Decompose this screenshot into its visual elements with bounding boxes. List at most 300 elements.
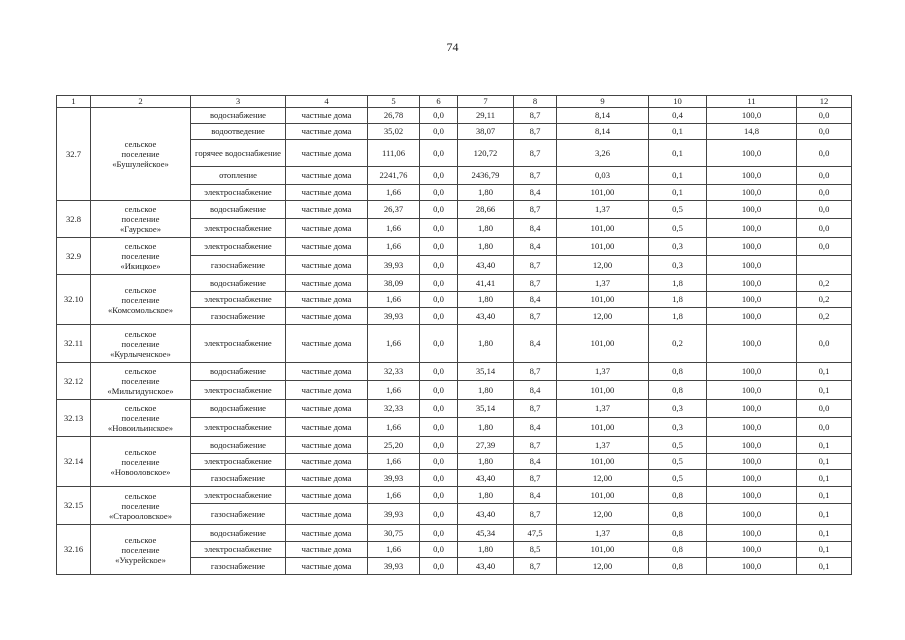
col9-cell: 8,14: [557, 108, 649, 124]
row-number-cell: 32.11: [57, 325, 91, 363]
col5-cell: 39,93: [368, 504, 420, 525]
col8-cell: 8,7: [514, 108, 557, 124]
col8-cell: 8,7: [514, 124, 557, 140]
service-cell: горячее водоснабжение: [191, 140, 286, 167]
col6-cell: 0,0: [420, 542, 458, 558]
col5-cell: 111,06: [368, 140, 420, 167]
column-number: 9: [557, 96, 649, 108]
service-cell: газоснабжение: [191, 558, 286, 575]
col12-cell: 0,1: [797, 454, 852, 470]
col9-cell: 12,00: [557, 470, 649, 487]
service-cell: водоснабжение: [191, 363, 286, 381]
col11-cell: 100,0: [707, 381, 797, 400]
consumer-cell: частные дома: [286, 400, 368, 418]
col9-cell: 0,03: [557, 167, 649, 185]
service-cell: водоснабжение: [191, 525, 286, 542]
settlement-name-line: поселение: [121, 214, 160, 224]
settlement-name-line: сельское: [124, 241, 157, 251]
table-row: [57, 238, 852, 256]
col8-cell: 8,4: [514, 219, 557, 238]
col5-cell: 30,75: [368, 525, 420, 542]
column-number: 5: [368, 96, 420, 108]
col10-cell: 0,1: [649, 185, 707, 201]
col8-cell: 8,7: [514, 140, 557, 167]
col7-cell: 28,66: [458, 201, 514, 219]
consumer-cell: частные дома: [286, 219, 368, 238]
row-number-cell: 32.8: [57, 201, 91, 238]
col7-cell: 43,40: [458, 504, 514, 525]
col5-cell: 1,66: [368, 238, 420, 256]
col7-cell: 35,14: [458, 400, 514, 418]
col5-cell: 1,66: [368, 454, 420, 470]
col10-cell: 0,5: [649, 219, 707, 238]
service-cell: отопление: [191, 167, 286, 185]
service-cell: электроснабжение: [191, 381, 286, 400]
col7-cell: 1,80: [458, 185, 514, 201]
col6-cell: 0,0: [420, 201, 458, 219]
column-number: 7: [458, 96, 514, 108]
col7-cell: 29,11: [458, 108, 514, 124]
col10-cell: 1,8: [649, 292, 707, 308]
col10-cell: 1,8: [649, 275, 707, 292]
col11-cell: 100,0: [707, 558, 797, 575]
col9-cell: 1,37: [557, 437, 649, 454]
col8-cell: 8,7: [514, 167, 557, 185]
settlement-name-line: поселение: [121, 413, 160, 423]
service-cell: водоснабжение: [191, 400, 286, 418]
table-row: [57, 487, 852, 504]
col10-cell: 0,8: [649, 504, 707, 525]
col7-cell: 1,80: [458, 238, 514, 256]
settlement-name-line: сельское: [124, 490, 157, 501]
column-number: 1: [57, 96, 91, 108]
col8-cell: 8,4: [514, 487, 557, 504]
col12-cell: 0,0: [797, 185, 852, 201]
service-cell: электроснабжение: [191, 292, 286, 308]
consumer-cell: частные дома: [286, 487, 368, 504]
col5-cell: 26,37: [368, 201, 420, 219]
col11-cell: 100,0: [707, 437, 797, 454]
col6-cell: 0,0: [420, 525, 458, 542]
col5-cell: 35,02: [368, 124, 420, 140]
consumer-cell: частные дома: [286, 542, 368, 558]
service-cell: электроснабжение: [191, 454, 286, 470]
consumer-cell: частные дома: [286, 185, 368, 201]
service-cell: газоснабжение: [191, 256, 286, 275]
col5-cell: 32,33: [368, 363, 420, 381]
col12-cell: 0,0: [797, 140, 852, 167]
col9-cell: 101,00: [557, 454, 649, 470]
settlement-name-line: поселение: [121, 544, 160, 555]
table-row: [57, 437, 852, 454]
col5-cell: 1,66: [368, 325, 420, 363]
settlement-name-line: поселение: [121, 338, 160, 349]
col6-cell: 0,0: [420, 140, 458, 167]
consumer-cell: частные дома: [286, 238, 368, 256]
col6-cell: 0,0: [420, 454, 458, 470]
col8-cell: 8,4: [514, 238, 557, 256]
col12-cell: 0,2: [797, 275, 852, 292]
settlement-name-cell: [91, 325, 191, 363]
settlement-name-line: сельское: [124, 366, 157, 376]
service-cell: электроснабжение: [191, 238, 286, 256]
col8-cell: 8,7: [514, 400, 557, 418]
col8-cell: 8,7: [514, 275, 557, 292]
col11-cell: 100,0: [707, 487, 797, 504]
service-cell: электроснабжение: [191, 418, 286, 437]
settlement-name-line: сельское: [124, 446, 157, 457]
col5-cell: 26,78: [368, 108, 420, 124]
service-cell: водоснабжение: [191, 275, 286, 292]
column-number: 4: [286, 96, 368, 108]
col7-cell: 41,41: [458, 275, 514, 292]
consumer-cell: частные дома: [286, 325, 368, 363]
table-row: [57, 400, 852, 418]
settlement-name-line: сельское: [124, 328, 157, 339]
settlement-name-line: «Мильгидунское»: [107, 386, 174, 396]
service-cell: водоснабжение: [191, 108, 286, 124]
col9-cell: 101,00: [557, 418, 649, 437]
col8-cell: 8,7: [514, 470, 557, 487]
col7-cell: 1,80: [458, 487, 514, 504]
column-number: 2: [91, 96, 191, 108]
col8-cell: 8,7: [514, 308, 557, 325]
col9-cell: 1,37: [557, 201, 649, 219]
page-number: 74: [446, 40, 459, 54]
col10-cell: 1,8: [649, 308, 707, 325]
col7-cell: 35,14: [458, 363, 514, 381]
col12-cell: 0,1: [797, 470, 852, 487]
consumer-cell: частные дома: [286, 504, 368, 525]
col6-cell: 0,0: [420, 275, 458, 292]
col9-cell: 101,00: [557, 185, 649, 201]
consumer-cell: частные дома: [286, 108, 368, 124]
column-number: 11: [707, 96, 797, 108]
col7-cell: 27,39: [458, 437, 514, 454]
col12-cell: 0,0: [797, 201, 852, 219]
col9-cell: 1,37: [557, 525, 649, 542]
col11-cell: 100,0: [707, 504, 797, 525]
consumer-cell: частные дома: [286, 292, 368, 308]
settlement-name-line: «Комсомольское»: [107, 304, 173, 315]
settlement-name-line: «Укурейское»: [115, 554, 166, 565]
col6-cell: 0,0: [420, 185, 458, 201]
col10-cell: 0,5: [649, 454, 707, 470]
col5-cell: 32,33: [368, 400, 420, 418]
col11-cell: 100,0: [707, 525, 797, 542]
col6-cell: 0,0: [420, 363, 458, 381]
col6-cell: 0,0: [420, 256, 458, 275]
table-row: [57, 108, 852, 124]
col11-cell: 100,0: [707, 238, 797, 256]
col12-cell: 0,0: [797, 238, 852, 256]
col6-cell: 0,0: [420, 167, 458, 185]
col8-cell: 8,7: [514, 201, 557, 219]
col5-cell: 1,66: [368, 292, 420, 308]
col11-cell: 100,0: [707, 454, 797, 470]
consumer-cell: частные дома: [286, 140, 368, 167]
col5-cell: 38,09: [368, 275, 420, 292]
service-cell: электроснабжение: [191, 542, 286, 558]
col8-cell: 8,7: [514, 256, 557, 275]
col10-cell: 0,5: [649, 201, 707, 219]
col12-cell: 0,0: [797, 400, 852, 418]
col6-cell: 0,0: [420, 400, 458, 418]
settlement-name-line: поселение: [121, 500, 160, 511]
col12-cell: 0,1: [797, 437, 852, 454]
col12-cell: 0,1: [797, 363, 852, 381]
col6-cell: 0,0: [420, 381, 458, 400]
settlement-name-line: «Икицкое»: [120, 261, 161, 271]
service-cell: электроснабжение: [191, 487, 286, 504]
column-number: 12: [797, 96, 852, 108]
col7-cell: 43,40: [458, 256, 514, 275]
col7-cell: 38,07: [458, 124, 514, 140]
col11-cell: 100,0: [707, 185, 797, 201]
col8-cell: 8,4: [514, 292, 557, 308]
col7-cell: 1,80: [458, 325, 514, 363]
col7-cell: 1,80: [458, 381, 514, 400]
tariff-table: [56, 95, 852, 575]
col11-cell: 100,0: [707, 275, 797, 292]
table-row: [57, 275, 852, 292]
col6-cell: 0,0: [420, 418, 458, 437]
col11-cell: 100,0: [707, 542, 797, 558]
settlement-name-line: сельское: [124, 284, 157, 295]
col7-cell: 43,40: [458, 558, 514, 575]
settlement-name-line: поселение: [121, 251, 160, 261]
col10-cell: 0,3: [649, 400, 707, 418]
col7-cell: 1,80: [458, 418, 514, 437]
col9-cell: 101,00: [557, 542, 649, 558]
col5-cell: 1,66: [368, 219, 420, 238]
consumer-cell: частные дома: [286, 418, 368, 437]
col9-cell: 12,00: [557, 504, 649, 525]
row-number-cell: 32.12: [57, 363, 91, 400]
col7-cell: 43,40: [458, 308, 514, 325]
col12-cell: 0,2: [797, 292, 852, 308]
service-cell: электроснабжение: [191, 325, 286, 363]
col6-cell: 0,0: [420, 487, 458, 504]
col9-cell: 101,00: [557, 381, 649, 400]
col5-cell: 1,66: [368, 418, 420, 437]
col7-cell: 1,80: [458, 542, 514, 558]
settlement-name-cell: [91, 437, 191, 487]
col10-cell: 0,8: [649, 381, 707, 400]
col12-cell: 0,1: [797, 504, 852, 525]
col10-cell: 0,8: [649, 542, 707, 558]
col10-cell: 0,8: [649, 525, 707, 542]
col8-cell: 8,4: [514, 381, 557, 400]
col11-cell: 14,8: [707, 124, 797, 140]
service-cell: электроснабжение: [191, 185, 286, 201]
service-cell: электроснабжение: [191, 219, 286, 238]
settlement-name-line: «Гаурское»: [119, 224, 162, 234]
col11-cell: 100,0: [707, 418, 797, 437]
col6-cell: 0,0: [420, 124, 458, 140]
consumer-cell: частные дома: [286, 558, 368, 575]
col8-cell: 8,7: [514, 363, 557, 381]
service-cell: газоснабжение: [191, 308, 286, 325]
service-cell: водоснабжение: [191, 437, 286, 454]
col8-cell: 47,5: [514, 525, 557, 542]
consumer-cell: частные дома: [286, 525, 368, 542]
col5-cell: 1,66: [368, 381, 420, 400]
col5-cell: 39,93: [368, 470, 420, 487]
col10-cell: 0,3: [649, 238, 707, 256]
table-row: [57, 363, 852, 381]
col8-cell: 8,4: [514, 185, 557, 201]
col6-cell: 0,0: [420, 219, 458, 238]
col11-cell: 100,0: [707, 470, 797, 487]
row-number-cell: 32.9: [57, 238, 91, 275]
col7-cell: 43,40: [458, 470, 514, 487]
col8-cell: 8,7: [514, 558, 557, 575]
col12-cell: 0,0: [797, 325, 852, 363]
col11-cell: 100,0: [707, 308, 797, 325]
col5-cell: 1,66: [368, 185, 420, 201]
col10-cell: 0,5: [649, 437, 707, 454]
col7-cell: 1,80: [458, 454, 514, 470]
col10-cell: 0,8: [649, 558, 707, 575]
consumer-cell: частные дома: [286, 275, 368, 292]
col9-cell: 101,00: [557, 219, 649, 238]
table-body: [57, 108, 852, 575]
col10-cell: 0,1: [649, 140, 707, 167]
col8-cell: 8,4: [514, 325, 557, 363]
column-number-row: [57, 96, 852, 108]
col12-cell: 0,1: [797, 558, 852, 575]
settlement-name-line: «Новоильинское»: [107, 423, 174, 433]
col11-cell: 100,0: [707, 325, 797, 363]
consumer-cell: частные дома: [286, 308, 368, 325]
settlement-name-line: поселение: [121, 456, 160, 467]
settlement-name-cell: [91, 201, 191, 238]
col9-cell: 3,26: [557, 140, 649, 167]
settlement-name-cell: [91, 525, 191, 575]
col12-cell: 0,0: [797, 219, 852, 238]
row-number-cell: 32.15: [57, 487, 91, 525]
col10-cell: 0,2: [649, 325, 707, 363]
row-number-cell: 32.13: [57, 400, 91, 437]
col11-cell: 100,0: [707, 256, 797, 275]
column-number: 3: [191, 96, 286, 108]
col11-cell: 100,0: [707, 140, 797, 167]
col10-cell: 0,5: [649, 470, 707, 487]
column-number: 10: [649, 96, 707, 108]
col7-cell: 45,34: [458, 525, 514, 542]
consumer-cell: частные дома: [286, 454, 368, 470]
col6-cell: 0,0: [420, 437, 458, 454]
table-row: [57, 525, 852, 542]
col10-cell: 0,8: [649, 363, 707, 381]
settlement-name-line: поселение: [121, 376, 160, 386]
col10-cell: 0,1: [649, 167, 707, 185]
col11-cell: 100,0: [707, 201, 797, 219]
consumer-cell: частные дома: [286, 381, 368, 400]
col12-cell: 0,0: [797, 108, 852, 124]
settlement-name-line: «Новооловское»: [110, 466, 171, 477]
col10-cell: 0,8: [649, 487, 707, 504]
col6-cell: 0,0: [420, 470, 458, 487]
col12-cell: 0,2: [797, 308, 852, 325]
col7-cell: 120,72: [458, 140, 514, 167]
consumer-cell: частные дома: [286, 470, 368, 487]
col5-cell: 39,93: [368, 256, 420, 275]
consumer-cell: частные дома: [286, 256, 368, 275]
col6-cell: 0,0: [420, 325, 458, 363]
col12-cell: 0,1: [797, 525, 852, 542]
col11-cell: 100,0: [707, 363, 797, 381]
col12-cell: 0,1: [797, 381, 852, 400]
col12-cell: 0,1: [797, 487, 852, 504]
col8-cell: 8,4: [514, 454, 557, 470]
col12-cell: 0,0: [797, 124, 852, 140]
col7-cell: 1,80: [458, 219, 514, 238]
col9-cell: 12,00: [557, 558, 649, 575]
settlement-name-line: «Бушулейское»: [112, 159, 169, 169]
settlement-name-line: поселение: [121, 294, 160, 305]
col9-cell: 12,00: [557, 308, 649, 325]
column-number: 6: [420, 96, 458, 108]
col8-cell: 8,7: [514, 437, 557, 454]
col9-cell: 1,37: [557, 400, 649, 418]
col11-cell: 100,0: [707, 108, 797, 124]
col5-cell: 2241,76: [368, 167, 420, 185]
col11-cell: 100,0: [707, 219, 797, 238]
col6-cell: 0,0: [420, 238, 458, 256]
col9-cell: 8,14: [557, 124, 649, 140]
consumer-cell: частные дома: [286, 124, 368, 140]
col10-cell: 0,1: [649, 124, 707, 140]
settlement-name-cell: [91, 238, 191, 275]
row-number-cell: 32.14: [57, 437, 91, 487]
settlement-name-line: сельское: [124, 534, 157, 545]
col9-cell: 12,00: [557, 256, 649, 275]
col7-cell: 2436,79: [458, 167, 514, 185]
col10-cell: 0,3: [649, 418, 707, 437]
settlement-name-line: сельское: [124, 204, 157, 214]
settlement-name-line: «Старооловское»: [108, 510, 173, 521]
col5-cell: 1,66: [368, 542, 420, 558]
col9-cell: 101,00: [557, 487, 649, 504]
col12-cell: [797, 256, 852, 275]
col5-cell: 1,66: [368, 487, 420, 504]
col5-cell: 39,93: [368, 558, 420, 575]
col7-cell: 1,80: [458, 292, 514, 308]
consumer-cell: частные дома: [286, 201, 368, 219]
settlement-name-line: «Курлыченское»: [110, 348, 171, 359]
settlement-name-line: сельское: [124, 139, 157, 149]
col9-cell: 101,00: [557, 292, 649, 308]
settlement-name-cell: [91, 363, 191, 400]
consumer-cell: частные дома: [286, 167, 368, 185]
table-row: [57, 325, 852, 363]
col6-cell: 0,0: [420, 108, 458, 124]
service-cell: водоотведение: [191, 124, 286, 140]
service-cell: газоснабжение: [191, 470, 286, 487]
row-number-cell: 32.10: [57, 275, 91, 325]
col12-cell: 0,0: [797, 418, 852, 437]
col8-cell: 8,7: [514, 504, 557, 525]
row-number-cell: 32.16: [57, 525, 91, 575]
settlement-name-cell: [91, 487, 191, 525]
col9-cell: 1,37: [557, 363, 649, 381]
settlement-name-cell: [91, 275, 191, 325]
col5-cell: 25,20: [368, 437, 420, 454]
service-cell: водоснабжение: [191, 201, 286, 219]
col8-cell: 8,4: [514, 418, 557, 437]
